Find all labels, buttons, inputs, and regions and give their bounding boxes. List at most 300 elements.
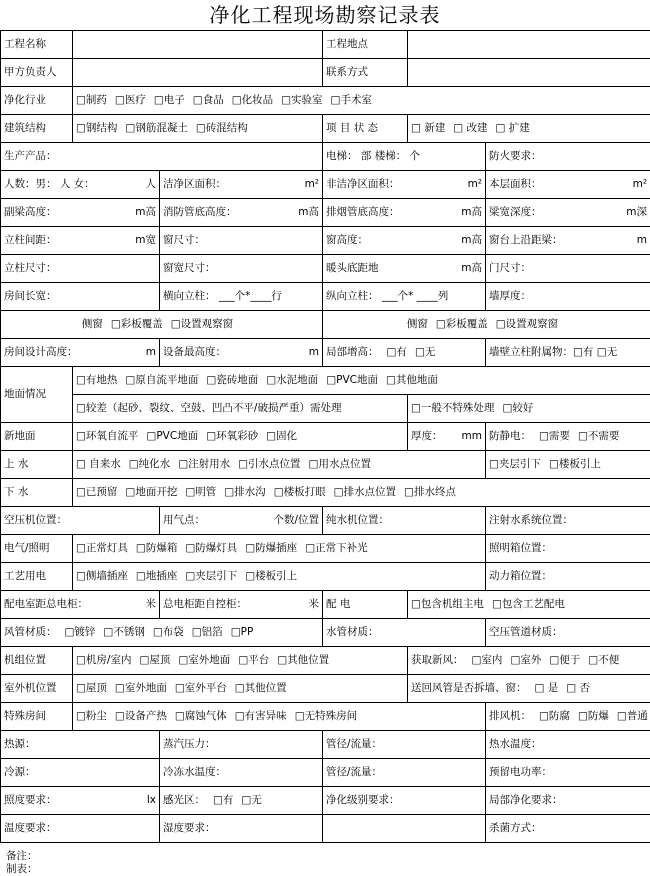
table-cell [1,255,160,283]
table-cell [160,815,323,843]
table-cell [486,283,650,311]
checkbox-option[interactable]: □防爆灯具 [185,542,237,555]
field-label: 上 水 [4,458,28,470]
table-row [1,675,650,703]
table-cell [73,563,486,591]
checkbox-option[interactable]: □机房/室内 [76,654,131,667]
table-row [1,395,650,423]
checkbox-option[interactable]: 送回风管是否拆墙、窗： [411,682,527,695]
checkbox-option[interactable]: □防爆插座 [245,542,297,555]
table-row [1,367,650,395]
checkbox-option[interactable]: □一般不特殊处理 [411,402,494,415]
table-cell [408,675,650,703]
table-cell [160,759,323,787]
table-cell [323,815,486,843]
checkbox-option[interactable]: □食品 [193,94,224,107]
table-cell [160,171,323,199]
field-label: 新地面 [4,430,36,442]
table-row [1,731,650,759]
notes [6,850,38,876]
table-cell [323,507,486,535]
field-label: 项 目 状 态 [326,122,378,134]
unit-label: m² [468,178,482,191]
checkbox-option[interactable]: □排水点位置 [334,486,396,499]
checkbox-option[interactable]: □防腐 [539,710,570,723]
checkbox-option[interactable]: □正常灯具 [76,542,128,555]
table-cell [1,115,73,143]
table-cell [323,787,486,815]
field-label: 墙壁立柱附属物：□有 □无 [489,346,617,358]
checkbox-option[interactable]: □ 新建 [411,122,445,135]
table-cell [486,787,650,815]
table-cell [1,367,73,423]
checkbox-option[interactable]: □楼板打眼 [274,486,326,499]
field-label: 立柱尺寸： [4,262,57,274]
table-row [1,255,650,283]
field-label: 冷源： [4,766,36,778]
checkbox-option[interactable]: □制药 [76,94,107,107]
checkbox-option[interactable]: □ 扩建 [496,122,530,135]
checkbox-option[interactable]: □需要 [539,430,570,443]
checkbox-option[interactable]: □镀锌 [65,626,96,639]
checkbox-option[interactable]: □有 [387,346,407,359]
table-cell [323,731,486,759]
checkbox-option[interactable]: □已预留 [76,486,117,499]
checkbox-option[interactable]: □PVC地面 [146,430,198,443]
field-label: 纵向立柱： ___个* ____列 [326,290,448,302]
field-label: 注射水系统位置： [489,514,573,526]
remark-label: 备注： [6,850,38,863]
table-cell [73,367,650,395]
table-cell [1,451,73,479]
table-cell [323,311,650,339]
unit-label: m [637,234,647,247]
table-cell [408,423,486,451]
field-label: 热水温度： [489,738,542,750]
field-label: 蒸汽压力： [163,738,216,750]
checkbox-option[interactable]: □有 [213,794,233,807]
field-label: 防火要求： [489,150,542,162]
table-cell [1,759,160,787]
table-cell [1,59,73,87]
table-row [1,115,650,143]
unit-label: 个数/位置 [273,514,319,527]
table-cell [73,423,408,451]
table-cell [160,787,323,815]
table-cell [323,759,486,787]
table-cell [1,815,160,843]
checkbox-option[interactable]: □地插座 [136,570,177,583]
table-cell [73,31,323,59]
field-label: 机组位置 [4,654,46,666]
field-label: 工艺用电 [4,570,46,582]
checkbox-option[interactable]: □布袋 [153,626,184,639]
checkbox-option[interactable]: □较好 [502,402,533,415]
table-cell [408,395,650,423]
field-label: 横向立柱： ___个*____行 [163,290,282,302]
checkbox-option[interactable]: □明管 [185,486,216,499]
field-label: □较差（起砂、裂纹、空鼓、凹凸不平/破损严重）需处理 [76,402,341,414]
field-label: 总电柜距自控柜： [163,598,247,611]
table-cell [1,227,160,255]
checkbox-option[interactable]: □钢结构 [76,122,117,135]
checkbox-option[interactable]: □电子 [154,94,185,107]
table-cell [73,451,486,479]
table-cell [160,507,323,535]
table-cell [1,675,73,703]
checkbox-option[interactable]: □腐蚀气体 [175,710,227,723]
table-row [1,451,650,479]
field-label: 空压管道材质： [489,626,563,638]
unit-label: m深 [626,206,647,219]
table-cell [1,171,160,199]
table-cell [1,339,160,367]
checkbox-option[interactable]: □ 改建 [453,122,487,135]
field-label: 净化行业 [4,94,46,106]
field-label: 窗高度： [326,234,368,247]
table-cell [486,815,650,843]
table-cell [160,339,323,367]
checkbox-option[interactable]: □楼板引上 [549,458,601,471]
checkbox-option[interactable]: □有地热 [76,374,117,387]
table-cell [323,619,486,647]
checkbox-option[interactable]: □普通 [617,710,648,723]
table-cell [1,787,160,815]
field-label: 特殊房间 [4,710,46,722]
survey-table [0,30,650,843]
table-cell [486,255,650,283]
checkbox-option[interactable]: □室外地面 [178,654,230,667]
checkbox-option[interactable]: □设备产热 [115,710,167,723]
checkbox-option[interactable]: □无特殊房间 [295,710,357,723]
checkbox-option[interactable]: □固化 [266,430,297,443]
field-label: 空压机位置： [4,514,67,526]
field-label: 动力箱位置： [489,570,552,582]
table-row [1,759,650,787]
table-cell [160,731,323,759]
checkbox-option[interactable]: □室外平台 [175,682,227,695]
table-cell [486,563,650,591]
field-label: 管径/流量： [326,766,382,778]
table-cell [486,423,650,451]
maker-label: 制表： [6,863,38,876]
checkbox-option[interactable]: □手术室 [331,94,372,107]
checkbox-option[interactable]: □无 [241,794,261,807]
table-cell [1,479,73,507]
checkbox-option[interactable]: □地面开挖 [125,486,177,499]
checkbox-option[interactable]: 获取新风： [411,654,464,667]
table-row [1,563,650,591]
field-label: 人数：男： 人 女： [4,178,95,191]
checkbox-option[interactable]: □实验室 [281,94,322,107]
checkbox-option[interactable]: □ 否 [566,682,590,695]
table-row [1,59,650,87]
unit-label: m高 [461,206,482,219]
table-row [1,311,650,339]
field-label: 墙厚度： [489,290,531,302]
table-cell [1,143,323,171]
table-cell [408,115,650,143]
field-label: 洁净区面积： [163,178,226,191]
field-label: 下 水 [4,486,28,498]
checkbox-option[interactable]: □ 自来水 [76,458,121,471]
table-cell [1,199,160,227]
field-label: 排烟管底高度： [326,206,400,219]
checkbox-option[interactable]: □设置观察窗 [171,318,233,331]
field-label: 管径/流量： [326,738,382,750]
table-cell [1,619,323,647]
checkbox-option[interactable]: □瓷砖地面 [206,374,258,387]
unit-label: m [146,346,156,359]
checkbox-option[interactable]: 局部增高： [326,346,379,359]
field-label: 窗宽尺寸： [163,262,216,274]
field-label: 电梯： 部 楼梯： 个 [326,150,420,162]
table-row [1,787,650,815]
table-row [1,535,650,563]
checkbox-option[interactable]: □纯化水 [129,458,170,471]
unit-label: m宽 [135,234,156,247]
field-label: 配电室距总电柜： [4,598,88,611]
checkbox-option[interactable]: □铝箔 [192,626,223,639]
checkbox-option[interactable]: □包含工艺配电 [492,598,565,611]
checkbox-option[interactable]: 侧窗 [407,318,428,331]
table-row [1,423,650,451]
checkbox-option[interactable]: □不需要 [578,430,619,443]
checkbox-option[interactable]: □彩板覆盖 [111,318,163,331]
field-label: 局部净化要求： [489,794,563,806]
checkbox-option[interactable]: □屋顶 [76,682,107,695]
field-label: 冷冻水温度： [163,766,226,778]
table-cell [1,283,160,311]
checkbox-option[interactable]: □设置观察窗 [496,318,558,331]
table-row [1,87,650,115]
checkbox-option[interactable]: □粉尘 [76,710,107,723]
field-label: 房间设计高度： [4,346,78,359]
table-cell [1,535,73,563]
field-label: 副梁高度： [4,206,57,219]
unit-label: 米 [309,598,320,611]
table-cell [1,591,160,619]
table-cell [1,731,160,759]
field-label: 窗尺寸： [163,234,205,246]
checkbox-option[interactable]: □其他位置 [277,654,329,667]
unit-label: m高 [461,262,482,275]
table-row [1,479,650,507]
checkbox-option[interactable]: □不便 [588,654,619,667]
field-label: 窗台上沿距梁： [489,234,563,247]
table-cell [73,87,650,115]
checkbox-option[interactable]: □排水沟 [224,486,265,499]
table-row [1,171,650,199]
table-row [1,591,650,619]
checkbox-option[interactable]: □正常下补光 [305,542,367,555]
checkbox-option[interactable]: □防爆 [578,710,609,723]
field-label: 配 电 [326,598,350,610]
unit-label: lx [147,794,156,807]
table-cell [486,339,650,367]
field-label: 建筑结构 [4,122,46,134]
field-label: 门尺寸： [489,262,531,274]
table-cell [1,87,73,115]
field-label: 水管材质： [326,626,379,638]
table-cell [323,59,408,87]
table-cell [486,731,650,759]
field-label: 照明箱位置： [489,542,552,554]
checkbox-option[interactable]: □楼板引上 [245,570,297,583]
field-label: 净化级别要求： [326,794,400,806]
checkbox-option[interactable]: 防静电： [489,430,531,443]
field-label: 联系方式 [326,66,368,78]
table-row [1,647,650,675]
checkbox-option[interactable]: □夹层引下 [489,458,541,471]
field-label: 照度要求： [4,794,57,807]
checkbox-option[interactable]: □侧墙插座 [76,570,128,583]
field-label: 厚度： [411,430,443,443]
checkbox-option[interactable]: □包含机组主电 [411,598,484,611]
table-cell [73,59,323,87]
checkbox-option[interactable]: □医疗 [115,94,146,107]
table-cell [323,591,408,619]
checkbox-option[interactable]: □环氧彩砂 [206,430,258,443]
table-cell [1,507,160,535]
field-label: 设备最高度： [163,346,226,359]
field-label: 纯水机位置： [326,514,389,526]
checkbox-option[interactable]: 排风机： [489,710,531,723]
checkbox-option[interactable]: □不锈钢 [103,626,144,639]
table-row [1,227,650,255]
checkbox-option[interactable]: □屋顶 [139,654,170,667]
table-cell [1,647,73,675]
table-cell [323,143,486,171]
table-row [1,31,650,59]
checkbox-option[interactable]: □化妆品 [232,94,273,107]
table-row [1,815,650,843]
checkbox-option[interactable]: □PP [231,626,254,639]
field-label: 温度要求： [4,822,57,834]
field-label: 立柱间距： [4,234,57,247]
unit-label: m² [633,178,647,191]
table-cell [73,647,408,675]
table-cell [408,591,650,619]
table-cell [323,255,486,283]
field-label: 生产产品： [4,150,57,162]
table-cell [1,423,73,451]
table-cell [486,227,650,255]
checkbox-option[interactable]: □环氧自流平 [76,430,138,443]
checkbox-option[interactable]: □其他地面 [386,374,438,387]
unit-label: 人 [146,178,157,191]
field-label: 工程地点 [326,38,368,50]
checkbox-option[interactable]: 感光区： [163,794,205,807]
checkbox-option[interactable]: □室外地面 [115,682,167,695]
checkbox-option[interactable]: □钢筋混凝土 [125,122,187,135]
field-label: 工程名称 [4,38,46,50]
checkbox-option[interactable]: □水泥地面 [266,374,318,387]
table-row [1,703,650,731]
field-label: 室外机位置 [4,682,57,694]
table-row [1,507,650,535]
checkbox-option[interactable]: □平台 [238,654,269,667]
field-label: 非洁净区面积： [326,178,400,191]
checkbox-option[interactable]: □砖混结构 [196,122,248,135]
table-cell [486,199,650,227]
table-cell [1,31,73,59]
table-cell [486,619,650,647]
checkbox-option[interactable]: □原自流平地面 [125,374,198,387]
checkbox-option[interactable]: □无 [415,346,435,359]
table-cell [323,283,486,311]
table-cell [323,227,486,255]
checkbox-option[interactable]: □便于 [549,654,580,667]
checkbox-option[interactable]: □引水点位置 [238,458,300,471]
checkbox-option[interactable]: □彩板覆盖 [436,318,488,331]
table-cell [486,171,650,199]
checkbox-option[interactable]: □PVC地面 [326,374,378,387]
checkbox-option[interactable]: □注射用水 [178,458,230,471]
table-cell [408,31,650,59]
checkbox-option[interactable]: □夹层引下 [185,570,237,583]
table-cell [73,535,486,563]
table-cell [73,703,486,731]
table-cell [408,59,650,87]
unit-label: m [309,346,319,359]
table-cell [323,31,408,59]
checkbox-option[interactable]: □ 是 [535,682,559,695]
table-cell [1,311,323,339]
checkbox-option[interactable]: 风管材质： [4,626,57,639]
checkbox-option[interactable]: □其他位置 [235,682,287,695]
table-cell [73,395,408,423]
table-cell [486,451,650,479]
table-cell [73,115,323,143]
unit-label: m高 [298,206,319,219]
checkbox-option[interactable]: □排水终点 [404,486,456,499]
field-label: 电气/照明 [4,542,50,554]
checkbox-option[interactable]: □室外 [510,654,541,667]
form-title: 净化工程现场勘察记录表 [0,0,650,30]
table-cell [160,227,323,255]
field-label: 热源： [4,738,36,750]
checkbox-option[interactable]: □防爆箱 [136,542,177,555]
table-row [1,143,650,171]
field-label: 消防管底高度： [163,206,237,219]
table-cell [160,255,323,283]
field-label: 本层面积： [489,178,542,191]
table-row [1,283,650,311]
unit-label: m高 [461,234,482,247]
table-cell [323,199,486,227]
field-label: 用气点： [163,514,205,527]
checkbox-option[interactable]: □室内 [472,654,503,667]
field-label: 梁宽深度： [489,206,542,219]
table-cell [73,675,408,703]
table-cell [486,759,650,787]
field-label: 杀菌方式： [489,822,542,834]
table-cell [160,199,323,227]
field-label: 暖头底距地 [326,262,379,275]
table-cell [1,703,73,731]
checkbox-option[interactable]: □用水点位置 [309,458,371,471]
checkbox-option[interactable]: 侧窗 [82,318,103,331]
checkbox-option[interactable]: □有害异味 [235,710,287,723]
unit-label: 米 [146,598,157,611]
table-cell [323,339,486,367]
table-cell [73,479,650,507]
table-cell [486,143,650,171]
table-cell [408,647,650,675]
table-cell [486,535,650,563]
table-row [1,619,650,647]
